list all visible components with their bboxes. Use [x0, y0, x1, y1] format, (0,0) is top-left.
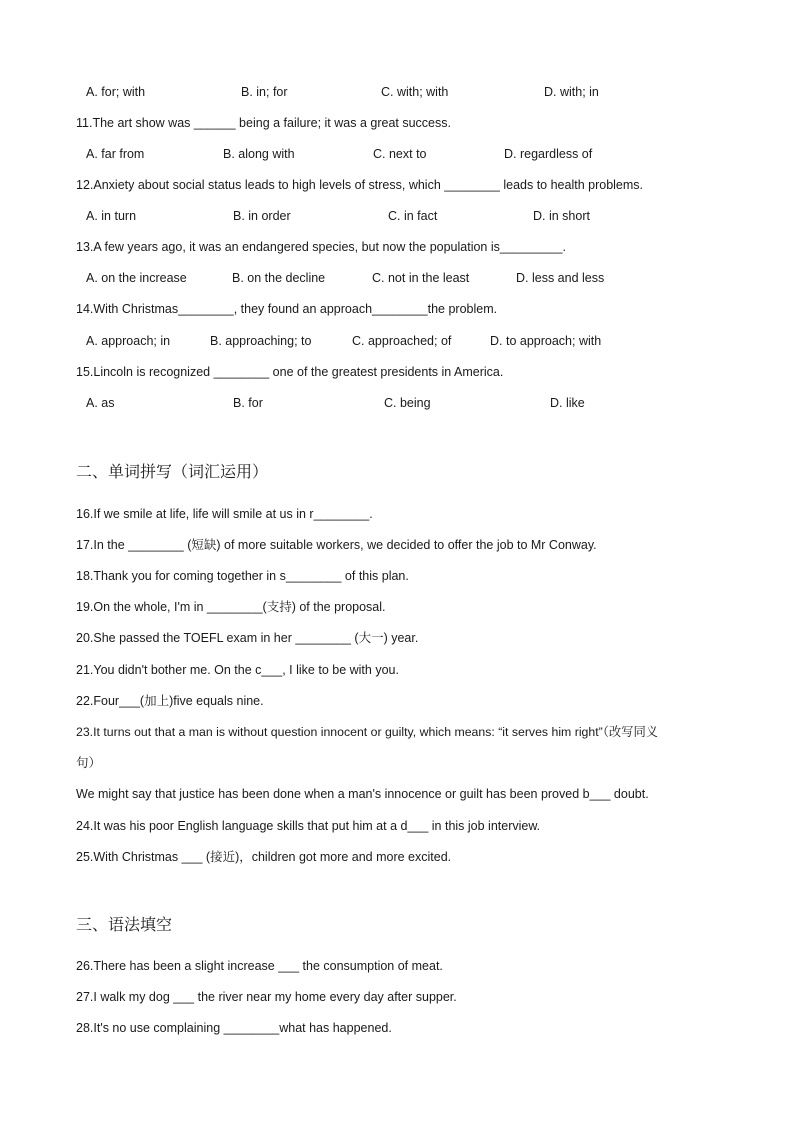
option-d: D. regardless of	[504, 147, 593, 161]
question-23: 23.It turns out that a man is without question innocent or guilty, which means: “it serves him right”（改写同义	[76, 725, 659, 739]
option-a: A. far from	[86, 147, 145, 161]
option-a: A. on the increase	[86, 271, 187, 285]
question-11: 11.The art show was ______ being a failure; it was a great success.	[76, 116, 451, 130]
option-b: B. in order	[233, 209, 291, 223]
option-b: B. along with	[223, 147, 295, 161]
option-c: C. with; with	[381, 85, 449, 99]
option-d: D. to approach; with	[490, 334, 602, 348]
question-12: 12.Anxiety about social status leads to high levels of stress, which ________ leads to health problems.	[76, 178, 644, 192]
options-row-12	[0, 207, 794, 225]
option-a: A. as	[86, 396, 115, 410]
question-24: 24.It was his poor English language skills that put him at a d___ in this job interview.	[76, 819, 541, 833]
question-23-continued: 句）	[76, 756, 102, 770]
question-27: 27.I walk my dog ___ the river near my home every day after supper.	[76, 990, 457, 1004]
question-21: 21.You didn't bother me. On the c___, I like to be with you.	[76, 663, 399, 677]
option-d: D. like	[550, 396, 585, 410]
section-3-title: 三、语法填空	[76, 917, 173, 934]
option-c: C. being	[384, 396, 431, 410]
option-a: A. in turn	[86, 209, 137, 223]
question-19: 19.On the whole, I'm in ________(支持) of the proposal.	[76, 600, 386, 614]
question-22: 22.Four___(加上)five equals nine.	[76, 694, 264, 708]
option-c: C. approached; of	[352, 334, 452, 348]
option-c: C. next to	[373, 147, 427, 161]
question-18: 18.Thank you for coming together in s________ of this plan.	[76, 569, 409, 583]
question-25: 25.With Christmas ___ (接近)，children got more and more excited.	[76, 850, 452, 864]
question-28: 28.It's no use complaining ________what has happened.	[76, 1021, 392, 1035]
option-b: B. on the decline	[232, 271, 326, 285]
question-15: 15.Lincoln is recognized ________ one of the greatest presidents in America.	[76, 365, 504, 379]
option-b: B. for	[233, 396, 263, 410]
options-row-top	[0, 83, 794, 101]
question-14: 14.With Christmas________, they found an approach________the problem.	[76, 302, 498, 316]
option-a: A. for; with	[86, 85, 146, 99]
options-row-14	[0, 332, 794, 350]
section-2-title: 二、单词拼写（词汇运用）	[76, 464, 269, 481]
question-23-sentence: We might say that justice has been done when a man's innocence or guilt has been proved b___ doubt.	[76, 787, 649, 801]
question-16: 16.If we smile at life, life will smile at us in r________.	[76, 507, 373, 521]
option-d: D. with; in	[544, 85, 599, 99]
option-c: C. in fact	[388, 209, 438, 223]
option-d: D. less and less	[516, 271, 605, 285]
option-b: B. in; for	[241, 85, 288, 99]
option-a: A. approach; in	[86, 334, 171, 348]
option-c: C. not in the least	[372, 271, 470, 285]
question-26: 26.There has been a slight increase ___ the consumption of meat.	[76, 959, 443, 973]
question-17: 17.In the ________ (短缺) of more suitable workers, we decided to offer the job to Mr Conway.	[76, 538, 597, 552]
options-row-11	[0, 145, 794, 163]
option-d: D. in short	[533, 209, 590, 223]
question-13: 13.A few years ago, it was an endangered species, but now the population is_________.	[76, 240, 566, 254]
options-row-15	[0, 394, 794, 412]
option-b: B. approaching; to	[210, 334, 312, 348]
options-row-13	[0, 269, 794, 287]
question-20: 20.She passed the TOEFL exam in her ________ (大一) year.	[76, 631, 419, 645]
